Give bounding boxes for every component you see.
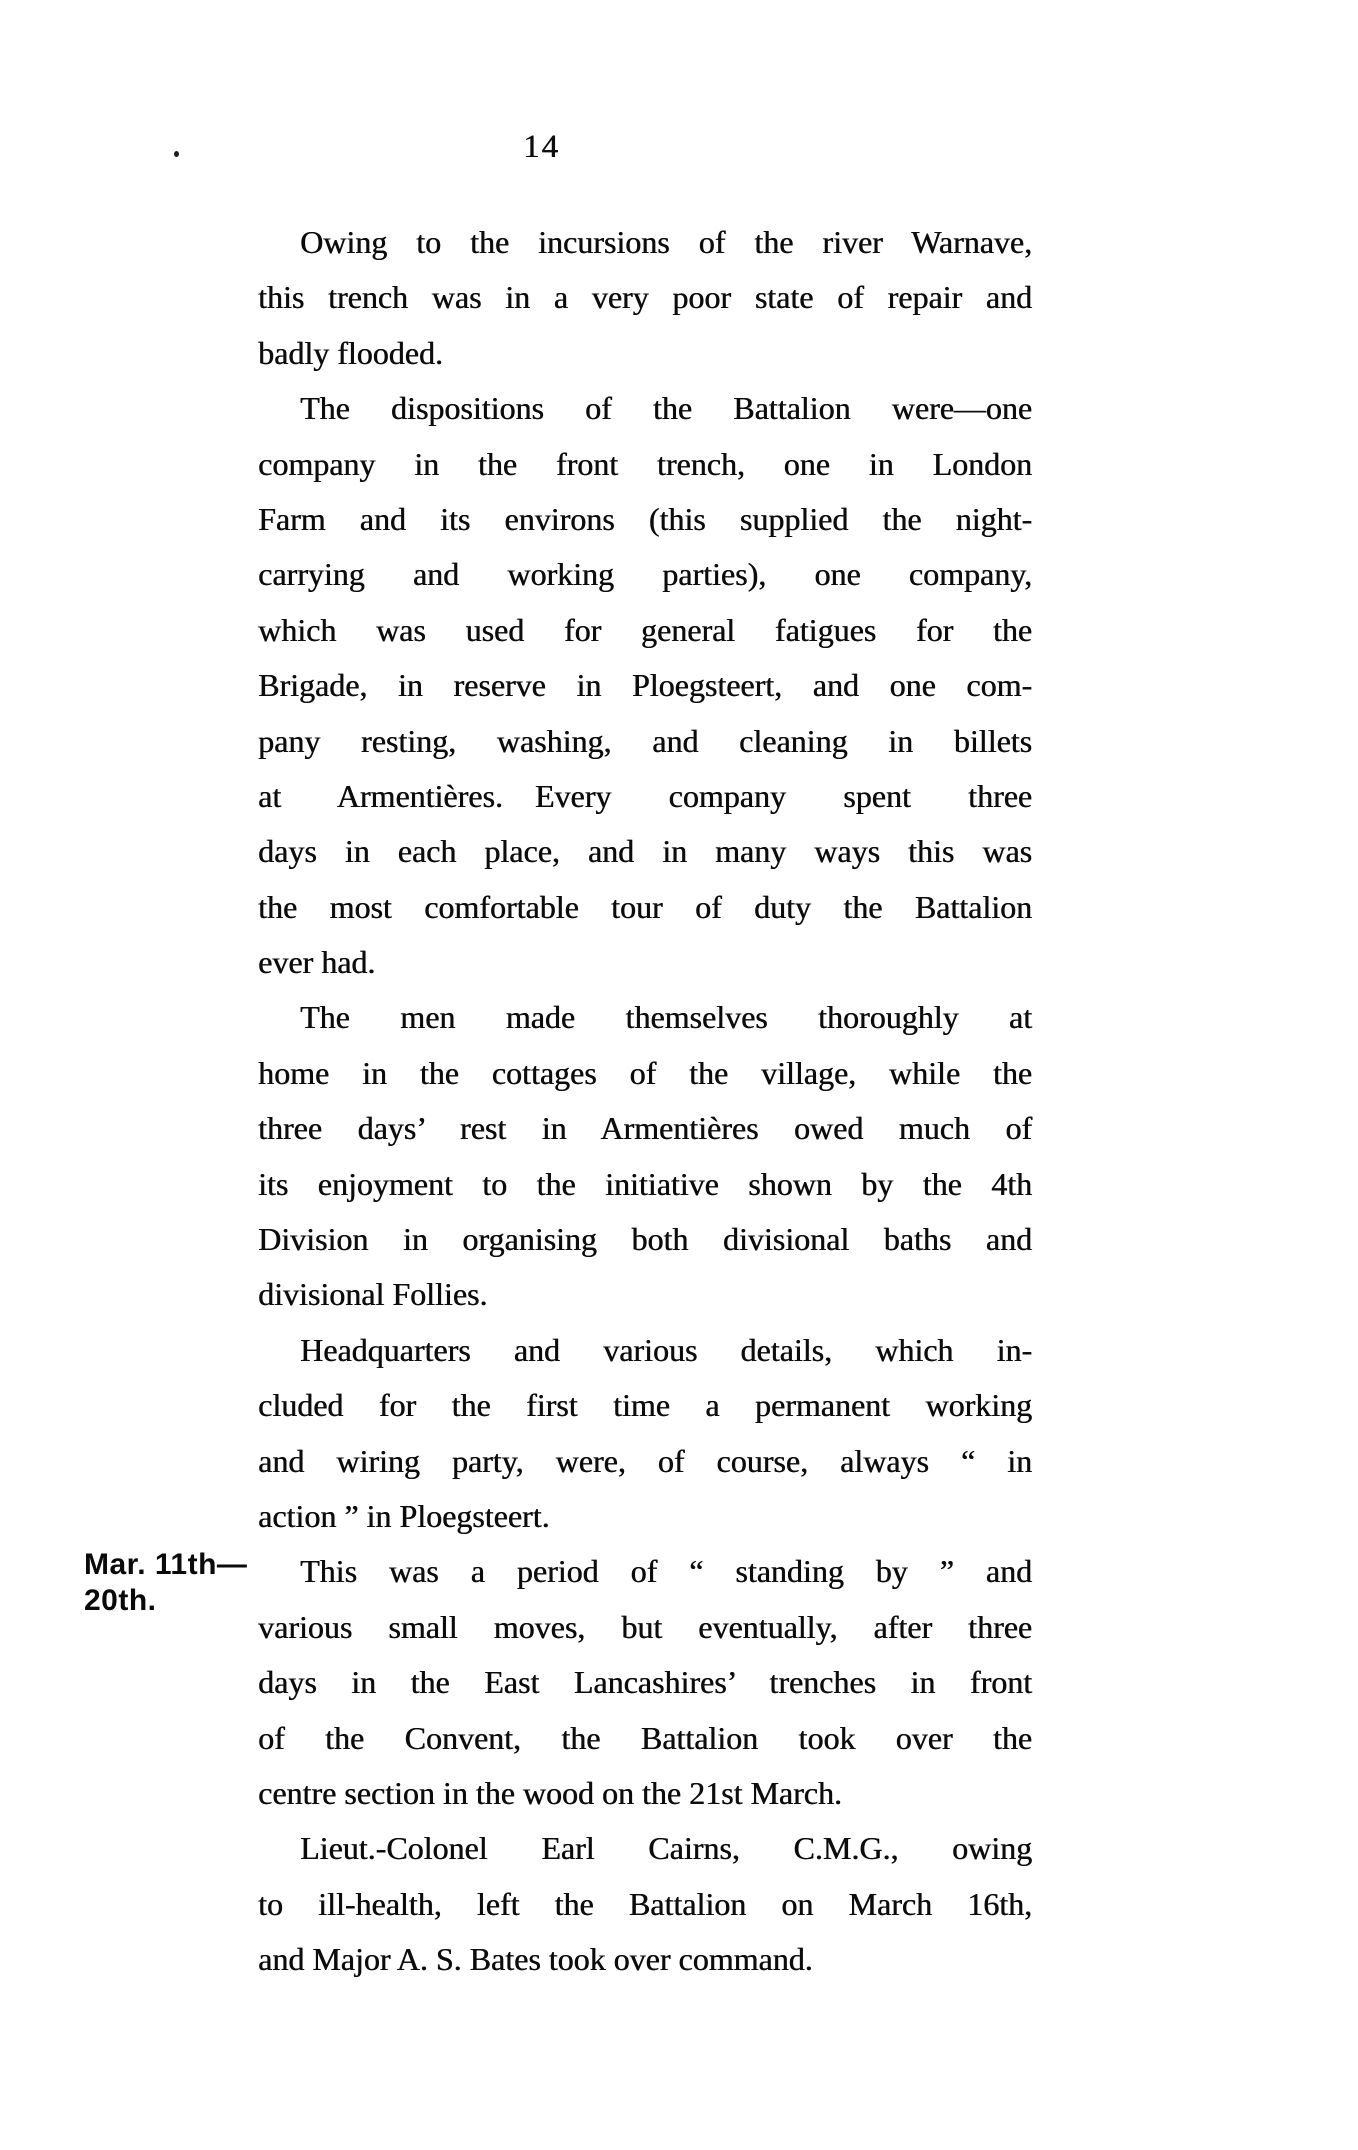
paragraph bbox=[258, 215, 1032, 381]
text-line: its enjoyment to the initiative shown by the 4th bbox=[258, 1165, 1032, 1202]
text-line: centre section in the wood on the 21st March. bbox=[258, 1774, 842, 1811]
text-line: days in each place, and in many ways this was bbox=[258, 833, 1032, 870]
text-line: carrying and working parties), one company, bbox=[258, 556, 1032, 593]
margin-note-line: Mar. 11th— bbox=[84, 1548, 248, 1581]
text-line: at Armentières. Every company spent three bbox=[258, 777, 1032, 814]
text-line: This was a period of “ standing by ” and bbox=[300, 1553, 1032, 1590]
text-line: pany resting, washing, and cleaning in billets bbox=[258, 722, 1032, 759]
text-line: company in the front trench, one in London bbox=[258, 445, 1032, 482]
text-line: Lieut.-Colonel Earl Cairns, C.M.G., owing bbox=[300, 1830, 1032, 1867]
text-line: divisional Follies. bbox=[258, 1276, 488, 1313]
paragraph bbox=[258, 1821, 1032, 1987]
text-line: the most comfortable tour of duty the Battalion bbox=[258, 888, 1032, 925]
ink-speck-artifact bbox=[174, 151, 179, 157]
text-line: various small moves, but eventually, after three bbox=[258, 1608, 1032, 1645]
text-line: Owing to the incursions of the river Warnave, bbox=[300, 224, 1032, 260]
text-line: home in the cottages of the village, while the bbox=[258, 1054, 1032, 1091]
text-line: Brigade, in reserve in Ploegsteert, and one com- bbox=[258, 667, 1032, 704]
text-line: which was used for general fatigues for the bbox=[258, 611, 1032, 648]
text-line: ever had. bbox=[258, 944, 376, 981]
text-line: this trench was in a very poor state of repair and bbox=[258, 279, 1032, 316]
margin-note bbox=[84, 1547, 274, 1619]
text-line: Headquarters and various details, which in- bbox=[300, 1331, 1032, 1368]
text-line: three days’ rest in Armentières owed much of bbox=[258, 1110, 1032, 1147]
text-line: of the Convent, the Battalion took over the bbox=[258, 1719, 1032, 1756]
text-line: cluded for the first time a permanent working bbox=[258, 1387, 1032, 1424]
text-line: Farm and its environs (this supplied the night- bbox=[258, 500, 1032, 537]
text-line: The men made themselves thoroughly at bbox=[300, 999, 1032, 1036]
paragraph bbox=[258, 381, 1032, 990]
text-line: to ill-health, left the Battalion on March 16th, bbox=[258, 1885, 1032, 1922]
text-line: days in the East Lancashires’ trenches in front bbox=[258, 1664, 1032, 1701]
text-line: The dispositions of the Battalion were—one bbox=[300, 390, 1032, 427]
text-line: badly flooded. bbox=[258, 334, 443, 371]
page-number: 14 bbox=[523, 129, 560, 165]
text-line: and wiring party, were, of course, always “ in bbox=[258, 1442, 1032, 1479]
body-text bbox=[258, 215, 1032, 1988]
paragraph bbox=[258, 1544, 1032, 1821]
paragraph bbox=[258, 1323, 1032, 1545]
paragraph bbox=[258, 990, 1032, 1322]
text-line: and Major A. S. Bates took over command. bbox=[258, 1941, 813, 1978]
text-line: Division in organising both divisional baths and bbox=[258, 1221, 1032, 1258]
margin-note-line: 20th. bbox=[84, 1584, 157, 1617]
text-line: action ” in Ploegsteert. bbox=[258, 1497, 550, 1534]
